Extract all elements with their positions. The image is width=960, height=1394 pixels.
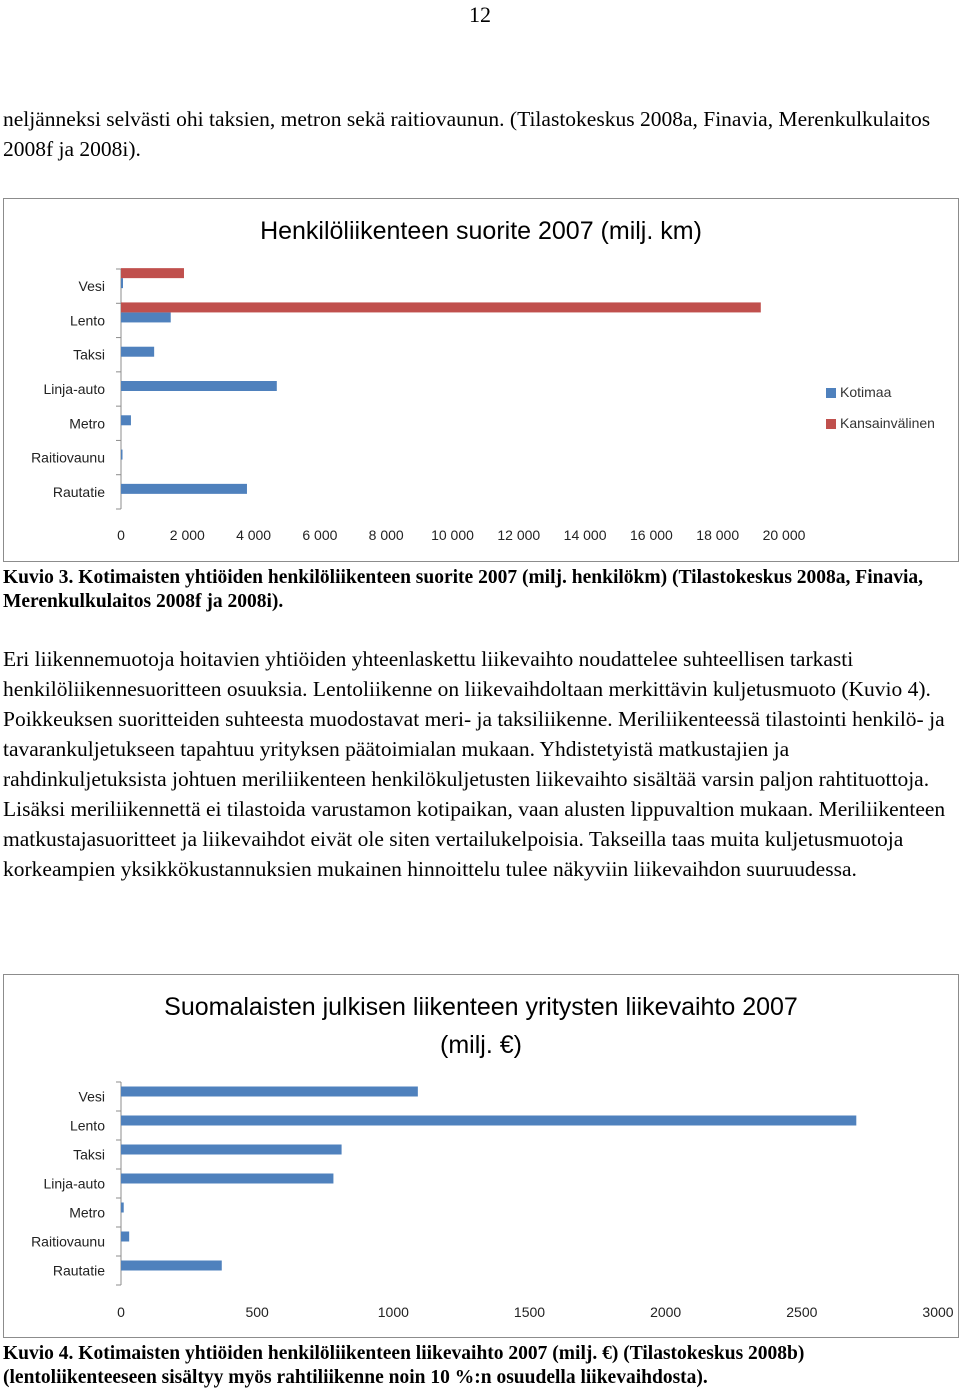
- category-label-metro: Metro: [69, 1204, 105, 1221]
- legend-swatch-kansainvalinen: [826, 419, 836, 429]
- bar-rautatie-kotimaa: [121, 484, 247, 494]
- bar-vesi: [121, 1087, 418, 1097]
- chart-title: Suomalaisten julkisen liikenteen yritysten liikevaihto 2007: [164, 993, 798, 1021]
- x-tick-label: 1500: [513, 1304, 546, 1320]
- x-tick-label: 0: [117, 1304, 125, 1320]
- category-label-linja-auto: Linja-auto: [43, 1175, 105, 1192]
- x-tick-label: 6 000: [302, 527, 338, 543]
- chart-2-frame: [3, 974, 959, 1338]
- chart-1: [4, 199, 958, 561]
- bar-metro: [121, 1203, 124, 1213]
- chart-title: Henkilöliikenteen suorite 2007 (milj. km): [260, 217, 702, 245]
- legend-label-kansainvalinen: Kansainvälinen: [840, 415, 935, 431]
- x-tick-label: 16 000: [629, 527, 673, 543]
- x-tick-label: 2 000: [169, 527, 205, 543]
- bar-lento-kotimaa: [121, 312, 171, 322]
- chart-2: [4, 975, 958, 1337]
- bar-metro-kotimaa: [121, 415, 131, 425]
- category-label-vesi: Vesi: [78, 1088, 105, 1105]
- x-tick-label: 10 000: [431, 527, 474, 543]
- bar-vesi-kotimaa: [121, 278, 123, 288]
- legend-label-kotimaa: Kotimaa: [840, 384, 892, 400]
- chart-title: (milj. €): [440, 1031, 522, 1059]
- category-label-rautatie: Rautatie: [52, 1262, 105, 1279]
- x-tick-label: 500: [245, 1304, 269, 1320]
- category-label-lento: Lento: [69, 1117, 105, 1134]
- category-label-raitiovaunu: Raitiovaunu: [31, 449, 105, 466]
- category-label-rautatie: Rautatie: [52, 483, 105, 500]
- x-tick-label: 2000: [650, 1304, 682, 1320]
- bar-linja-auto-kotimaa: [121, 381, 277, 391]
- bar-lento: [121, 1116, 856, 1126]
- bar-taksi-kotimaa: [121, 347, 154, 357]
- category-label-metro: Metro: [69, 415, 105, 432]
- bar-taksi: [121, 1145, 342, 1155]
- category-label-vesi: Vesi: [78, 278, 105, 295]
- x-tick-label: 1000: [377, 1304, 409, 1320]
- x-tick-label: 4 000: [236, 527, 272, 543]
- category-label-taksi: Taksi: [73, 346, 105, 363]
- bar-linja-auto: [121, 1174, 333, 1184]
- bar-raitiovaunu: [121, 1232, 129, 1242]
- x-tick-label: 18 000: [696, 527, 740, 543]
- x-tick-label: 14 000: [563, 527, 607, 543]
- category-label-lento: Lento: [69, 312, 105, 329]
- intro-paragraph: neljänneksi selvästi ohi taksien, metron sekä raitiovaunun. (Tilastokeskus 2008a, Finavia, Merenkulkulaitos 2008f ja 2008i).: [3, 107, 931, 161]
- x-tick-label: 3000: [922, 1304, 954, 1320]
- x-tick-label: 0: [117, 527, 125, 543]
- bar-rautatie: [121, 1261, 222, 1271]
- figure-4-caption-line-1: Kuvio 4. Kotimaisten yhtiöiden henkilöliikenteen liikevaihto 2007 (milj. €) (Tilastokeskus 2008b): [3, 1343, 805, 1364]
- x-tick-label: 2500: [786, 1304, 818, 1320]
- chart-1-frame: [3, 198, 959, 562]
- legend-swatch-kotimaa: [826, 388, 836, 398]
- x-tick-label: 8 000: [368, 527, 404, 543]
- category-label-raitiovaunu: Raitiovaunu: [31, 1233, 105, 1250]
- figure-3-caption: Kuvio 3. Kotimaisten yhtiöiden henkilöliikenteen suorite 2007 (milj. henkilökm) (Tilastokeskus 2008a, Finavia, Merenkulkulaitos 2008f ja 2008i).: [3, 567, 924, 612]
- figure-4-caption-line-2: (lentoliikenteeseen sisältyy myös rahtiliikenne noin 10 %:n osuudella liikevaihdosta).: [3, 1367, 708, 1388]
- x-tick-label: 20 000: [762, 527, 806, 543]
- bar-vesi-kansainvalinen: [121, 268, 184, 278]
- bar-raitiovaunu-kotimaa: [121, 450, 123, 460]
- body-paragraph: Eri liikennemuotoja hoitavien yhtiöiden yhteenlaskettu liikevaihto noudattelee suhteellisen tarkasti henkilöliikennesuoritteen osuuksia. Lentoliikenne on liikevaihdoltaan merkittävin kuljetusmuoto (Kuvio 4). Poikkeuksen suoritteiden suhteesta muodostavat meri- ja taksiliikenne. Meriliikenteessä tilastointi henkilö- ja tavarankuljetukseen tapahtuu yrityksen päätoimialan mukaan. Yhdistetyistä matkustajien ja rahdinkuljetuksista johtuen meriliikenteen henkilökuljetusten liikevaihto sisältää varsin paljon rahtituottoja. Lisäksi meriliikennettä ei tilastoida varustamon kotipaikan, vaan alusten lippuvaltion mukaan. Meriliikenteen matkustajasuoritteet ja liikevaihdot eivät ole siten vertailukelpoisia. Takseilla taas muita kuljetusmuotoja korkeampien yksikkökustannuksien mukainen hinnoittelu tulee näkyviin liikevaihdon suuruudessa.: [3, 647, 946, 881]
- category-label-linja-auto: Linja-auto: [43, 381, 105, 397]
- page-number: 12: [469, 2, 491, 27]
- x-tick-label: 12 000: [497, 527, 541, 543]
- bar-lento-kansainvalinen: [121, 302, 761, 312]
- category-label-taksi: Taksi: [73, 1146, 105, 1163]
